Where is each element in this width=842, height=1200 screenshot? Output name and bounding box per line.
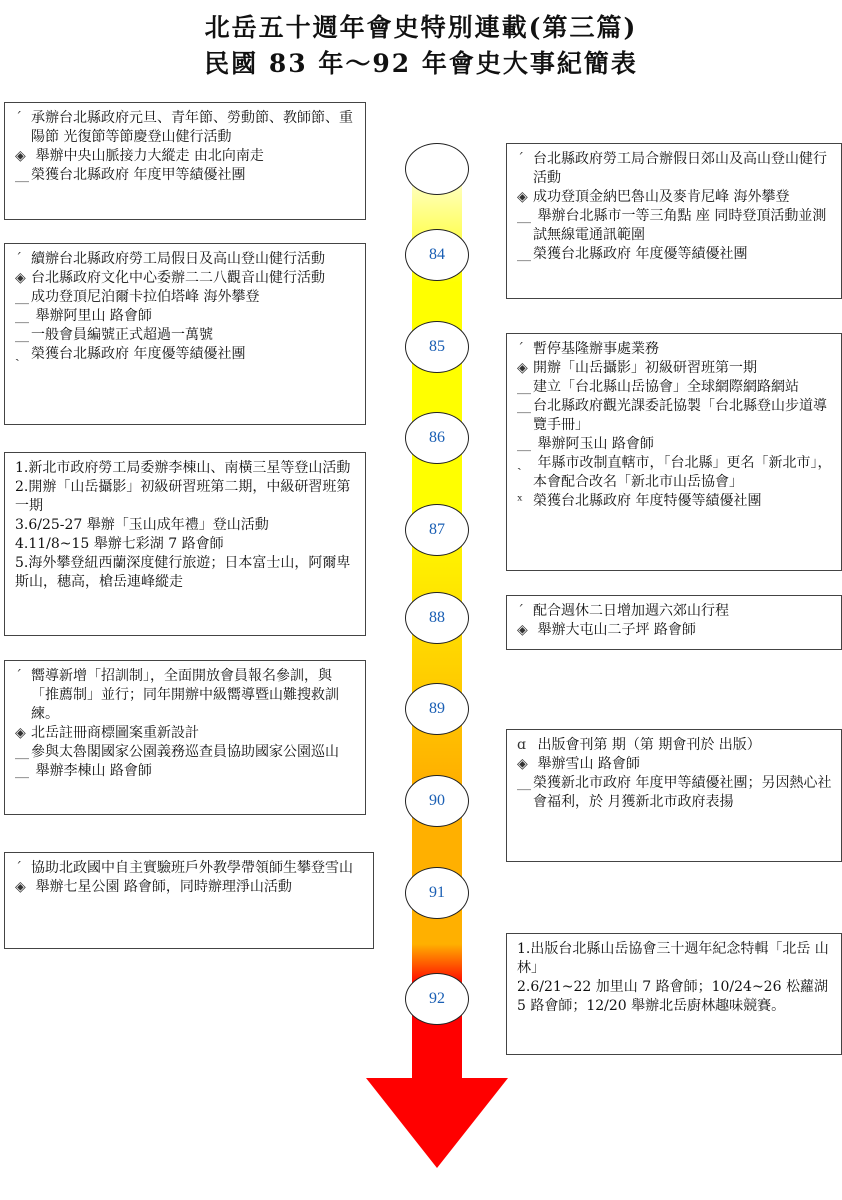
event-item (517, 940, 835, 978)
event-item (517, 435, 835, 454)
event-item (15, 762, 359, 781)
event-item (15, 147, 359, 166)
bullet-mark: ˊ (517, 341, 524, 357)
event-text: 成功登頂金納巴魯山及麥肯尼峰 海外攀登 (533, 189, 790, 205)
event-text: 舉辦雪山 路會師 (533, 756, 640, 772)
event-text: 建立「台北縣山岳協會」全球網際網路網站 (533, 379, 799, 395)
event-item (517, 755, 835, 774)
event-text: 協助北政國中自主實驗班戶外教學帶領師生攀登雪山 (31, 860, 353, 876)
event-item (517, 602, 835, 621)
bullet-mark: ˏ (517, 455, 522, 471)
event-text: 成功登頂尼泊爾卡拉伯塔峰 海外攀登 (31, 289, 260, 305)
event-text: 舉辦阿玉山 路會師 (533, 436, 654, 452)
event-text: 台北縣政府文化中心委辦二二八觀音山健行活動 (31, 270, 325, 286)
year-label: 84 (429, 246, 445, 263)
event-text: 2.開辦「山岳攝影」初級研習班第二期，中級研習班第一期 (15, 479, 351, 514)
event-text: 4.11/8~15 舉辦七彩湖 7 路會師 (15, 536, 224, 552)
timeline-node-83 (405, 143, 469, 195)
event-text: 榮獲台北縣政府 年度甲等績優社團 (31, 167, 246, 183)
event-item (517, 774, 835, 812)
event-item (517, 736, 835, 755)
event-item (15, 459, 359, 478)
bullet-mark: ˊ (517, 603, 524, 619)
event-text: 舉辦阿里山 路會師 (31, 308, 152, 324)
timeline-node-86 (405, 412, 469, 464)
bullet-mark: __ (517, 208, 531, 224)
event-item (517, 978, 835, 1016)
event-text: 1.新北市政府勞工局委辦李棟山、南橫三星等登山活動 (15, 460, 351, 476)
bullet-mark: __ (15, 763, 29, 779)
timeline-node-88 (405, 592, 469, 644)
event-text: 續辦台北縣政府勞工局假日及高山登山健行活動 (31, 251, 325, 267)
bullet-mark: ˏ (15, 346, 20, 362)
event-item (15, 288, 359, 307)
event-item (15, 345, 359, 364)
timeline-node-90 (405, 775, 469, 827)
event-item (517, 621, 835, 640)
event-text: 榮獲台北縣政府 年度優等績優社團 (533, 246, 748, 262)
event-item (517, 492, 835, 511)
year-label: 88 (429, 609, 445, 626)
event-box-83 (4, 102, 366, 220)
bullet-mark: ◈ (517, 360, 528, 376)
bullet-mark: __ (517, 379, 531, 395)
bullet-mark: ˊ (15, 668, 22, 684)
event-text: 5.海外攀登紐西蘭深度健行旅遊；日本富士山，阿爾卑斯山，穗高，槍岳連峰縱走 (15, 555, 351, 590)
event-item (15, 743, 359, 762)
page-subtitle: 民國 83 年～92 年會史大事紀簡表 (204, 49, 638, 78)
bullet-mark: __ (517, 436, 531, 452)
event-item (15, 326, 359, 345)
event-text: 榮獲新北市政府 年度甲等績優社團；另因熱心社會福利，於 月獲新北市政府表揚 (533, 775, 832, 810)
event-box-86 (506, 333, 842, 571)
bullet-mark: ◈ (15, 725, 26, 741)
bullet-mark: ˊ (15, 251, 22, 267)
event-item (15, 478, 359, 516)
bullet-mark: __ (517, 398, 531, 414)
year-label: 87 (429, 521, 445, 538)
event-box-87 (4, 452, 366, 636)
bullet-mark: ˣ (517, 493, 523, 509)
bullet-mark: ɑ (517, 737, 526, 753)
bullet-mark: ◈ (517, 756, 528, 772)
event-item (517, 454, 835, 492)
event-text: 榮獲台北縣政府 年度特優等績優社團 (533, 493, 762, 509)
event-item (15, 724, 359, 743)
bullet-mark: __ (15, 744, 29, 760)
event-item (15, 307, 359, 326)
event-text: 台北縣政府勞工局合辦假日郊山及高山登山健行活動 (533, 151, 827, 186)
bullet-mark: ˊ (15, 860, 22, 876)
event-text: 承辦台北縣政府元旦、青年節、勞動節、教師節、重陽節 光復節等節慶登山健行活動 (31, 110, 353, 145)
event-text: 北岳註冊商標圖案重新設計 (31, 725, 199, 741)
year-label: 92 (429, 990, 445, 1007)
event-text: 台北縣政府觀光課委託協製「台北縣登山步道導覽手冊」 (533, 398, 827, 433)
bullet-mark: ˊ (15, 110, 22, 126)
bullet-mark: __ (517, 246, 531, 262)
event-text: 3.6/25-27 舉辦「玉山成年禮」登山活動 (15, 517, 269, 533)
event-item (15, 250, 359, 269)
event-box-85 (4, 243, 366, 425)
event-text: 參與太魯閣國家公園義務巡查員協助國家公園巡山 (31, 744, 339, 760)
year-label: 90 (429, 792, 445, 809)
event-box-84 (506, 143, 842, 299)
event-item (517, 340, 835, 359)
event-text: 榮獲台北縣政府 年度優等績優社團 (31, 346, 246, 362)
year-label: 89 (429, 700, 445, 717)
event-text: 舉辦七星公園 路會師，同時辦理淨山活動 (31, 879, 292, 895)
event-text: 嚮導新增「招訓制」，全面開放會員報名參訓，與「推薦制」並行；同年開辦中級嚮導暨山難搜救訓練。 (31, 668, 339, 722)
event-item (15, 878, 367, 897)
event-text: 舉辦台北縣市一等三角點 座 同時登頂活動並測試無線電通訊範圍 (533, 208, 827, 243)
bullet-mark: __ (15, 167, 29, 183)
page-title: 北岳五十週年會史特別連載(第三篇) (204, 13, 638, 42)
event-item (15, 166, 359, 185)
event-box-89 (4, 660, 366, 815)
event-text: 2.6/21~22 加里山 7 路會師；10/24~26 松蘿湖 5 路會師；12/20 舉辦北岳廚林趣味競賽。 (517, 979, 828, 1014)
bullet-mark: __ (15, 308, 29, 324)
event-text: 配合週休二日增加週六郊山行程 (533, 603, 729, 619)
timeline-node-85 (405, 321, 469, 373)
timeline-node-84 (405, 229, 469, 281)
timeline-node-91 (405, 867, 469, 919)
event-text: 舉辦大屯山二子坪 路會師 (533, 622, 696, 638)
event-item (517, 207, 835, 245)
timeline-node-92 (405, 973, 469, 1025)
event-text: 年縣市改制直轄市，「台北縣」更名「新北市」，本會配合改名「新北市山岳協會」 (533, 455, 832, 490)
timeline-node-87 (405, 504, 469, 556)
event-item (15, 667, 359, 724)
event-text: 暫停基隆辦事處業務 (533, 341, 659, 357)
event-item (517, 378, 835, 397)
event-item (15, 516, 359, 535)
event-text: 舉辦中央山脈接力大縱走 由北向南走 (31, 148, 264, 164)
event-item (15, 269, 359, 288)
event-text: 開辦「山岳攝影」初級研習班第一期 (533, 360, 757, 376)
bullet-mark: ◈ (517, 189, 528, 205)
event-text: 1.出版台北縣山岳協會三十週年紀念特輯「北岳 山林」 (517, 941, 829, 976)
event-box-91 (4, 852, 374, 949)
year-label: 85 (429, 338, 445, 355)
event-item (517, 188, 835, 207)
event-item (517, 359, 835, 378)
bullet-mark: ◈ (15, 879, 26, 895)
event-box-88 (506, 595, 842, 650)
event-box-92 (506, 933, 842, 1055)
bullet-mark: __ (517, 775, 531, 791)
bullet-mark: ◈ (15, 270, 26, 286)
event-item (15, 535, 359, 554)
event-text: 一般會員編號正式超過一萬號 (31, 327, 213, 343)
bullet-mark: ◈ (15, 148, 26, 164)
bullet-mark: __ (15, 289, 29, 305)
event-text: 舉辦李棟山 路會師 (31, 763, 152, 779)
event-text: 出版會刊第 期（第 期會刊於 出版） (533, 737, 761, 753)
year-label: 86 (429, 429, 445, 446)
timeline-node-89 (405, 683, 469, 735)
event-item (517, 397, 835, 435)
year-label: 91 (429, 884, 445, 901)
event-box-90 (506, 729, 842, 862)
bullet-mark: __ (15, 327, 29, 343)
event-item (15, 554, 359, 592)
event-item (517, 150, 835, 188)
bullet-mark: ˊ (517, 151, 524, 167)
bullet-mark: ◈ (517, 622, 528, 638)
event-item (517, 245, 835, 264)
event-item (15, 859, 367, 878)
event-item (15, 109, 359, 147)
